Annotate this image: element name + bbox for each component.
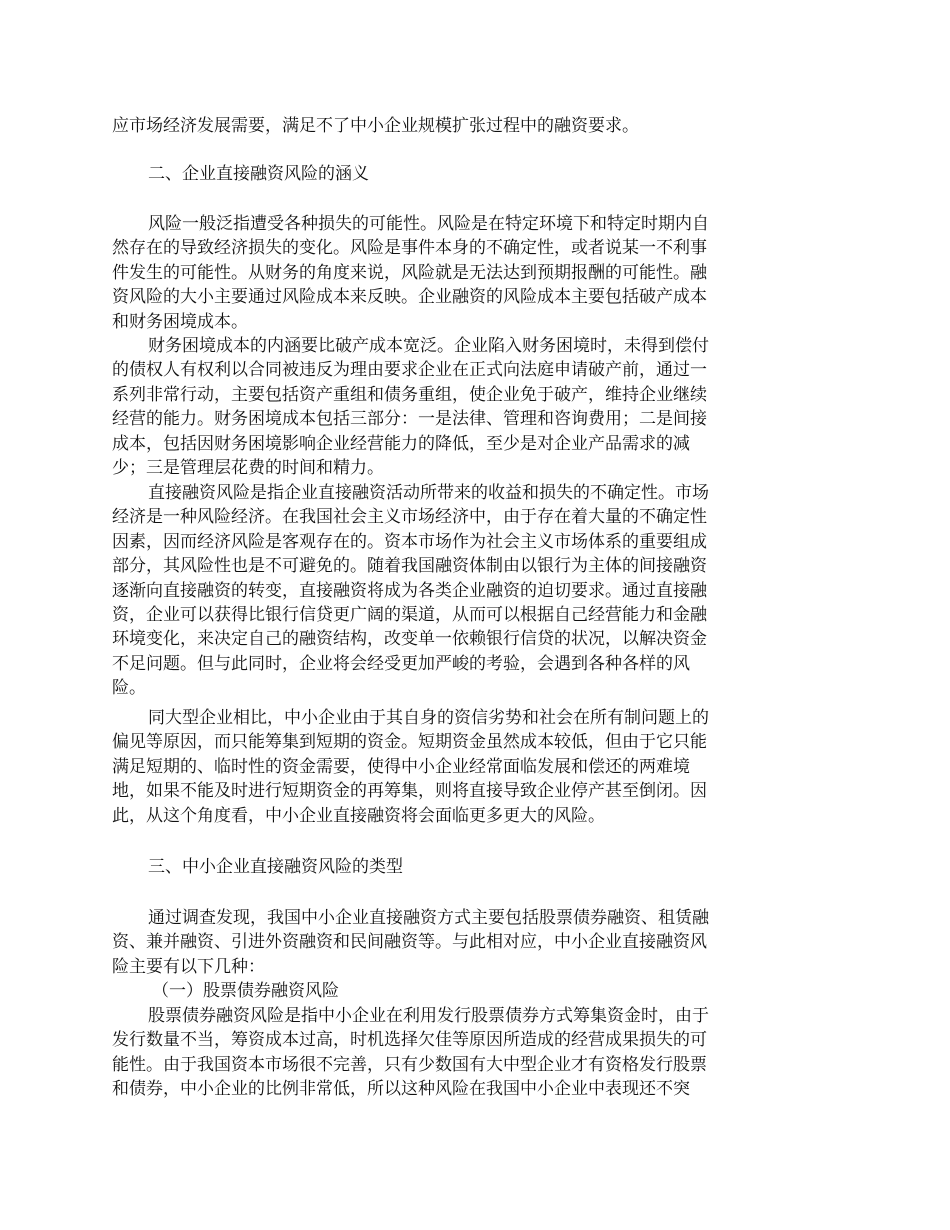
section-3-heading: 三、中小企业直接融资风险的类型	[148, 857, 403, 877]
paragraph-direct-financing-risk	[112, 481, 838, 701]
text-line: 偏见等原因，而只能筹集到短期的资金。短期资金虽然成本较低，但由于它只能	[112, 732, 707, 753]
text-line: 和财务困境成本。	[112, 311, 248, 332]
section-2-heading: 二、企业直接融资风险的涵义	[148, 164, 369, 184]
text-line: 资风险的大小主要通过风险成本来反映。企业融资的风险成本主要包括破产成本	[112, 287, 707, 308]
text-line: 此，从这个角度看，中小企业直接融资将会面临更多更大的风险。	[112, 805, 605, 826]
text-line: 同大型企业相比，中小企业由于其自身的资信劣势和社会在所有制问题上的	[148, 708, 709, 728]
intro-paragraph	[112, 114, 838, 138]
text-line: 经济是一种风险经济。在我国社会主义市场经济中，由于存在着大量的不确定性	[112, 507, 707, 528]
text-line: 环境变化，来决定自己的融资结构，改变单一依赖银行信贷的状况，以解决资金	[112, 629, 707, 650]
text-line: 然存在的导致经济损失的变化。风险是事件本身的不确定性，或者说某一不利事	[112, 238, 707, 259]
text-line: 和债券，中小企业的比例非常低，所以这种风险在我国中小企业中表现还不突	[112, 1079, 690, 1100]
section-heading	[112, 162, 838, 186]
text-line: 成本，包括因财务困境影响企业经营能力的降低，至少是对企业产品需求的减	[112, 433, 690, 454]
paragraph-sme-comparison	[112, 706, 838, 828]
text-line: 满足短期的、临时性的资金需要，使得中小企业经常面临发展和偿还的两难境	[112, 756, 690, 777]
section-heading	[112, 855, 838, 879]
text-line: 少；三是管理层花费的时间和精力。	[112, 458, 384, 479]
text-line: 不足问题。但与此同时，企业将会经受更加严峻的考验，会遇到各种各样的风	[112, 653, 690, 674]
text-line: 地，如果不能及时进行短期资金的再筹集，则将直接导致企业停产甚至倒闭。因	[112, 781, 707, 802]
text-line: 财务困境成本的内涵要比破产成本宽泛。企业陷入财务困境时，未得到偿付	[148, 336, 709, 356]
paragraph-risk-definition	[112, 212, 838, 334]
text-line: 经营的能力。财务困境成本包括三部分：一是法律、管理和咨询费用；二是间接	[112, 409, 707, 430]
text-line: 险。	[112, 678, 146, 699]
text-line: 股票债券融资风险是指中小企业在利用发行股票债券方式筹集资金时，由于	[148, 1006, 709, 1026]
text-line: 部分，其风险性也是不可避免的。随着我国融资体制由以银行为主体的间接融资	[112, 556, 707, 577]
subheading-stock-bond-risk: （一）股票债券融资风险	[152, 981, 339, 1001]
paragraph-financial-distress	[112, 334, 838, 480]
subheading	[112, 979, 838, 1003]
text-line: 的债权人有权利以合同被违反为理由要求企业在正式向法庭申请破产前，通过一	[112, 360, 707, 381]
paragraph-stock-bond-risk	[112, 1004, 838, 1102]
text-line: 风险一般泛指遭受各种损失的可能性。风险是在特定环境下和特定时期内自	[148, 214, 709, 234]
text-line: 发行数量不当，筹资成本过高，时机选择欠佳等原因所造成的经营成果损失的可	[112, 1030, 707, 1051]
paragraph-financing-types	[112, 906, 838, 979]
text-line: 能性。由于我国资本市场很不完善，只有少数国有大中型企业才有资格发行股票	[112, 1054, 707, 1075]
text-line: 件发生的可能性。从财务的角度来说，风险就是无法达到预期报酬的可能性。融	[112, 262, 707, 283]
text-line: 系列非常行动，主要包括资产重组和债务重组，使企业免于破产，维持企业继续	[112, 384, 707, 405]
text-line: 逐渐向直接融资的转变，直接融资将成为各类企业融资的迫切要求。通过直接融	[112, 580, 707, 601]
text-line: 因素，因而经济风险是客观存在的。资本市场作为社会主义市场体系的重要组成	[112, 531, 707, 552]
text-line: 直接融资风险是指企业直接融资活动所带来的收益和损失的不确定性。市场	[148, 483, 709, 503]
text-line: 应市场经济发展需要，满足不了中小企业规模扩张过程中的融资要求。	[112, 116, 639, 136]
text-line: 通过调查发现，我国中小企业直接融资方式主要包括股票债券融资、租赁融	[148, 908, 709, 928]
text-line: 资、兼并融资、引进外资融资和民间融资等。与此相对应，中小企业直接融资风	[112, 932, 707, 953]
text-line: 险主要有以下几种：	[112, 956, 265, 977]
text-line: 资，企业可以获得比银行信贷更广阔的渠道，从而可以根据自己经营能力和金融	[112, 605, 707, 626]
